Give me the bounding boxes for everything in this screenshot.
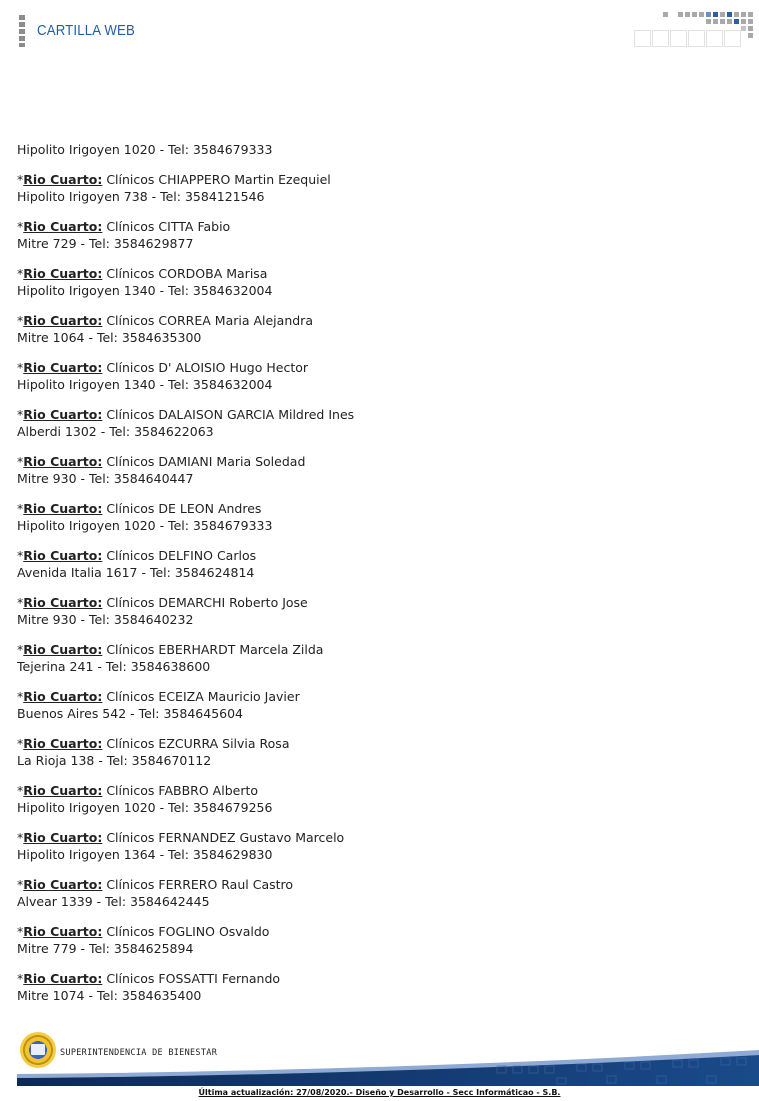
specialty: Clínicos [106,595,155,610]
specialty: Clínicos [106,548,155,563]
provider-entry [17,594,717,628]
footer-band-icon [17,1038,759,1086]
city-label: Rio Cuarto: [23,172,103,187]
provider-name: FOSSATTI Fernando [158,971,281,986]
provider-line: *Rio Cuarto: Clínicos DE LEON Andres [17,501,262,516]
provider-address: Hipolito Irigoyen 1340 - Tel: 3584632004 [17,377,273,392]
provider-address: Hipolito Irigoyen 1020 - Tel: 3584679333 [17,518,273,533]
city-label: Rio Cuarto: [23,266,103,281]
provider-line: *Rio Cuarto: Clínicos FABBRO Alberto [17,783,259,798]
provider-entry [17,218,717,252]
provider-address: Buenos Aires 542 - Tel: 3584645604 [17,706,244,721]
provider-name: EZCURRA Silvia Rosa [158,736,290,751]
provider-entry [17,782,717,816]
last-update-line: Última actualización: 27/08/2020.- Diseño y Desarrollo - Secc Informáticao - S.B. [198,1088,561,1097]
provider-address: Alberdi 1302 - Tel: 3584622063 [17,424,214,439]
specialty: Clínicos [106,924,155,939]
provider-address: La Rioja 138 - Tel: 3584670112 [17,753,212,768]
provider-line: *Rio Cuarto: Clínicos FOGLINO Osvaldo [17,924,270,939]
provider-line: *Rio Cuarto: Clínicos FOSSATTI Fernando [17,971,281,986]
provider-address: Mitre 1074 - Tel: 3584635400 [17,988,202,1003]
provider-entry [17,265,717,299]
provider-address: Mitre 1064 - Tel: 3584635300 [17,330,202,345]
brand-bar-icon [19,15,25,47]
provider-entry [17,171,717,205]
specialty: Clínicos [106,877,155,892]
city-label: Rio Cuarto: [23,454,103,469]
provider-name: DE LEON Andres [158,501,262,516]
provider-address: Mitre 930 - Tel: 3584640447 [17,471,194,486]
provider-name: EBERHARDT Marcela Zilda [158,642,324,657]
provider-entry [17,547,717,581]
provider-entry [17,312,717,346]
provider-line: *Rio Cuarto: Clínicos DEMARCHI Roberto Jose [17,595,308,610]
city-label: Rio Cuarto: [23,548,103,563]
provider-line: *Rio Cuarto: Clínicos DAMIANI Maria Soledad [17,454,306,469]
city-label: Rio Cuarto: [23,971,103,986]
page-footer [0,1028,759,1101]
provider-entry [17,406,717,440]
provider-name: FOGLINO Osvaldo [158,924,270,939]
provider-name: CITTA Fabio [158,219,231,234]
city-label: Rio Cuarto: [23,830,103,845]
provider-name: DEMARCHI Roberto Jose [158,595,308,610]
provider-address: Tejerina 241 - Tel: 3584638600 [17,659,211,674]
provider-address: Alvear 1339 - Tel: 3584642445 [17,894,210,909]
institution-seal-icon [20,1032,56,1068]
specialty: Clínicos [106,360,155,375]
page-header [0,0,759,60]
city-label: Rio Cuarto: [23,313,103,328]
header-decoration-icon [634,12,759,48]
city-label: Rio Cuarto: [23,501,103,516]
provider-name: DAMIANI Maria Soledad [158,454,306,469]
provider-list [17,141,717,1017]
provider-line: *Rio Cuarto: Clínicos CHIAPPERO Martin Ezequiel [17,172,331,187]
provider-line: *Rio Cuarto: Clínicos CORREA Maria Alejandra [17,313,313,328]
specialty: Clínicos [106,407,155,422]
provider-line: *Rio Cuarto: Clínicos DALAISON GARCIA Mildred Ines [17,407,355,422]
provider-address: Hipolito Irigoyen 1020 - Tel: 3584679256 [17,800,273,815]
provider-entry [17,876,717,910]
specialty: Clínicos [106,783,155,798]
provider-name: CORREA Maria Alejandra [158,313,313,328]
specialty: Clínicos [106,454,155,469]
provider-address: Mitre 930 - Tel: 3584640232 [17,612,194,627]
provider-entry [17,500,717,534]
provider-line: *Rio Cuarto: Clínicos FERNANDEZ Gustavo Marcelo [17,830,345,845]
provider-line: *Rio Cuarto: Clínicos CORDOBA Marisa [17,266,268,281]
provider-name: FABBRO Alberto [158,783,259,798]
provider-entry [17,735,717,769]
provider-name: DELFINO Carlos [158,548,257,563]
provider-address: Mitre 779 - Tel: 3584625894 [17,941,194,956]
city-label: Rio Cuarto: [23,219,103,234]
provider-entry [17,688,717,722]
continued-address-line: Hipolito Irigoyen 1020 - Tel: 3584679333 [17,142,273,157]
city-label: Rio Cuarto: [23,407,103,422]
provider-name: D' ALOISIO Hugo Hector [158,360,309,375]
specialty: Clínicos [106,219,155,234]
provider-name: CHIAPPERO Martin Ezequiel [158,172,331,187]
city-label: Rio Cuarto: [23,642,103,657]
provider-line: *Rio Cuarto: Clínicos EZCURRA Silvia Rosa [17,736,290,751]
specialty: Clínicos [106,501,155,516]
specialty: Clínicos [106,736,155,751]
provider-address: Hipolito Irigoyen 1364 - Tel: 3584629830 [17,847,273,862]
city-label: Rio Cuarto: [23,595,103,610]
specialty: Clínicos [106,971,155,986]
city-label: Rio Cuarto: [23,877,103,892]
provider-address: Hipolito Irigoyen 738 - Tel: 3584121546 [17,189,265,204]
provider-line: *Rio Cuarto: Clínicos CITTA Fabio [17,219,231,234]
specialty: Clínicos [106,172,155,187]
provider-entry [17,453,717,487]
provider-entry [17,829,717,863]
specialty: Clínicos [106,689,155,704]
city-label: Rio Cuarto: [23,689,103,704]
provider-line: *Rio Cuarto: Clínicos FERRERO Raul Castro [17,877,294,892]
provider-address: Avenida Italia 1617 - Tel: 3584624814 [17,565,255,580]
provider-line: *Rio Cuarto: Clínicos DELFINO Carlos [17,548,257,563]
city-label: Rio Cuarto: [23,360,103,375]
city-label: Rio Cuarto: [23,736,103,751]
city-label: Rio Cuarto: [23,924,103,939]
provider-address: Hipolito Irigoyen 1340 - Tel: 3584632004 [17,283,273,298]
org-name: SUPERINTENDENCIA DE BIENESTAR [60,1048,218,1058]
provider-address: Mitre 729 - Tel: 3584629877 [17,236,194,251]
specialty: Clínicos [106,313,155,328]
provider-entry [17,641,717,675]
specialty: Clínicos [106,266,155,281]
provider-line: *Rio Cuarto: Clínicos EBERHARDT Marcela Zilda [17,642,324,657]
city-label: Rio Cuarto: [23,783,103,798]
provider-line: *Rio Cuarto: Clínicos D' ALOISIO Hugo Hector [17,360,309,375]
provider-name: DALAISON GARCIA Mildred Ines [158,407,355,422]
specialty: Clínicos [106,642,155,657]
provider-name: FERRERO Raul Castro [158,877,294,892]
provider-name: ECEIZA Mauricio Javier [158,689,300,704]
provider-line: *Rio Cuarto: Clínicos ECEIZA Mauricio Javier [17,689,300,704]
brand-title: CARTILLA WEB [37,22,135,39]
provider-entry [17,923,717,957]
provider-name: CORDOBA Marisa [158,266,268,281]
provider-entry [17,970,717,1004]
specialty: Clínicos [106,830,155,845]
provider-name: FERNANDEZ Gustavo Marcelo [158,830,345,845]
provider-entry [17,359,717,393]
